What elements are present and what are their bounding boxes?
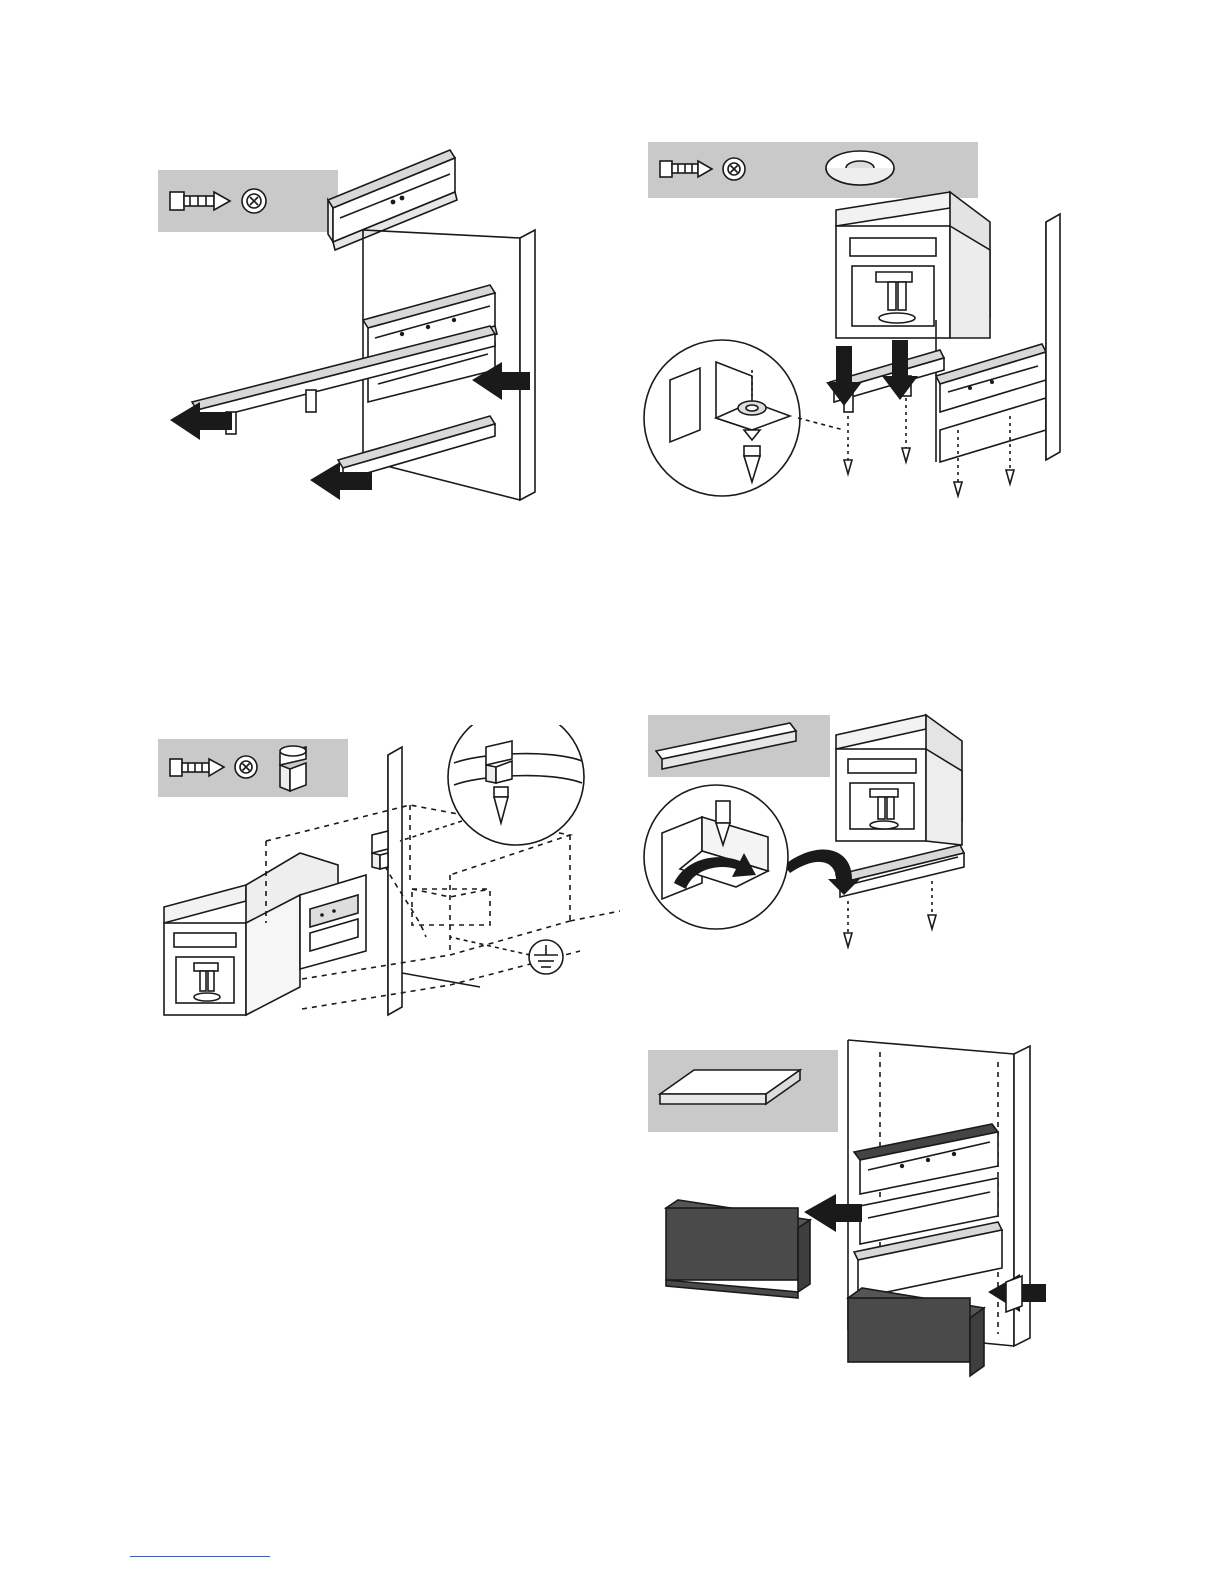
insert-arrow-upper	[804, 1194, 862, 1232]
phillips-head-icon	[242, 189, 266, 213]
phillips-head-icon	[723, 158, 745, 180]
screw-tip-group	[844, 448, 1014, 496]
slide-rail-extended-lower	[338, 416, 495, 480]
ground-symbol-icon	[529, 940, 563, 974]
trim-rail	[836, 845, 964, 897]
upper-front-panel	[666, 1200, 810, 1298]
washer-icon	[826, 151, 894, 185]
panel-step-3	[150, 725, 620, 1055]
coffee-machine	[836, 715, 962, 845]
coffee-machine	[164, 853, 366, 1015]
panel-step-1	[150, 130, 590, 520]
coffee-machine	[836, 192, 990, 338]
panel-step-4	[640, 705, 1060, 955]
screw-detail-callout	[644, 785, 788, 929]
wall-clip	[372, 831, 388, 869]
rail-assembly	[854, 1124, 1002, 1298]
clip-icon	[280, 746, 306, 791]
phillips-head-icon	[235, 756, 257, 778]
panel-step-2	[640, 130, 1100, 530]
panel-step-5	[640, 1030, 1070, 1390]
footer-rule	[130, 1556, 270, 1557]
clip-detail-callout	[400, 725, 584, 845]
catch-bracket	[1006, 1276, 1022, 1312]
lower-front-panel	[848, 1288, 984, 1376]
curved-placement-arrow	[784, 849, 860, 895]
mounting-rail	[328, 150, 457, 250]
bracket-detail-callout	[644, 340, 844, 496]
